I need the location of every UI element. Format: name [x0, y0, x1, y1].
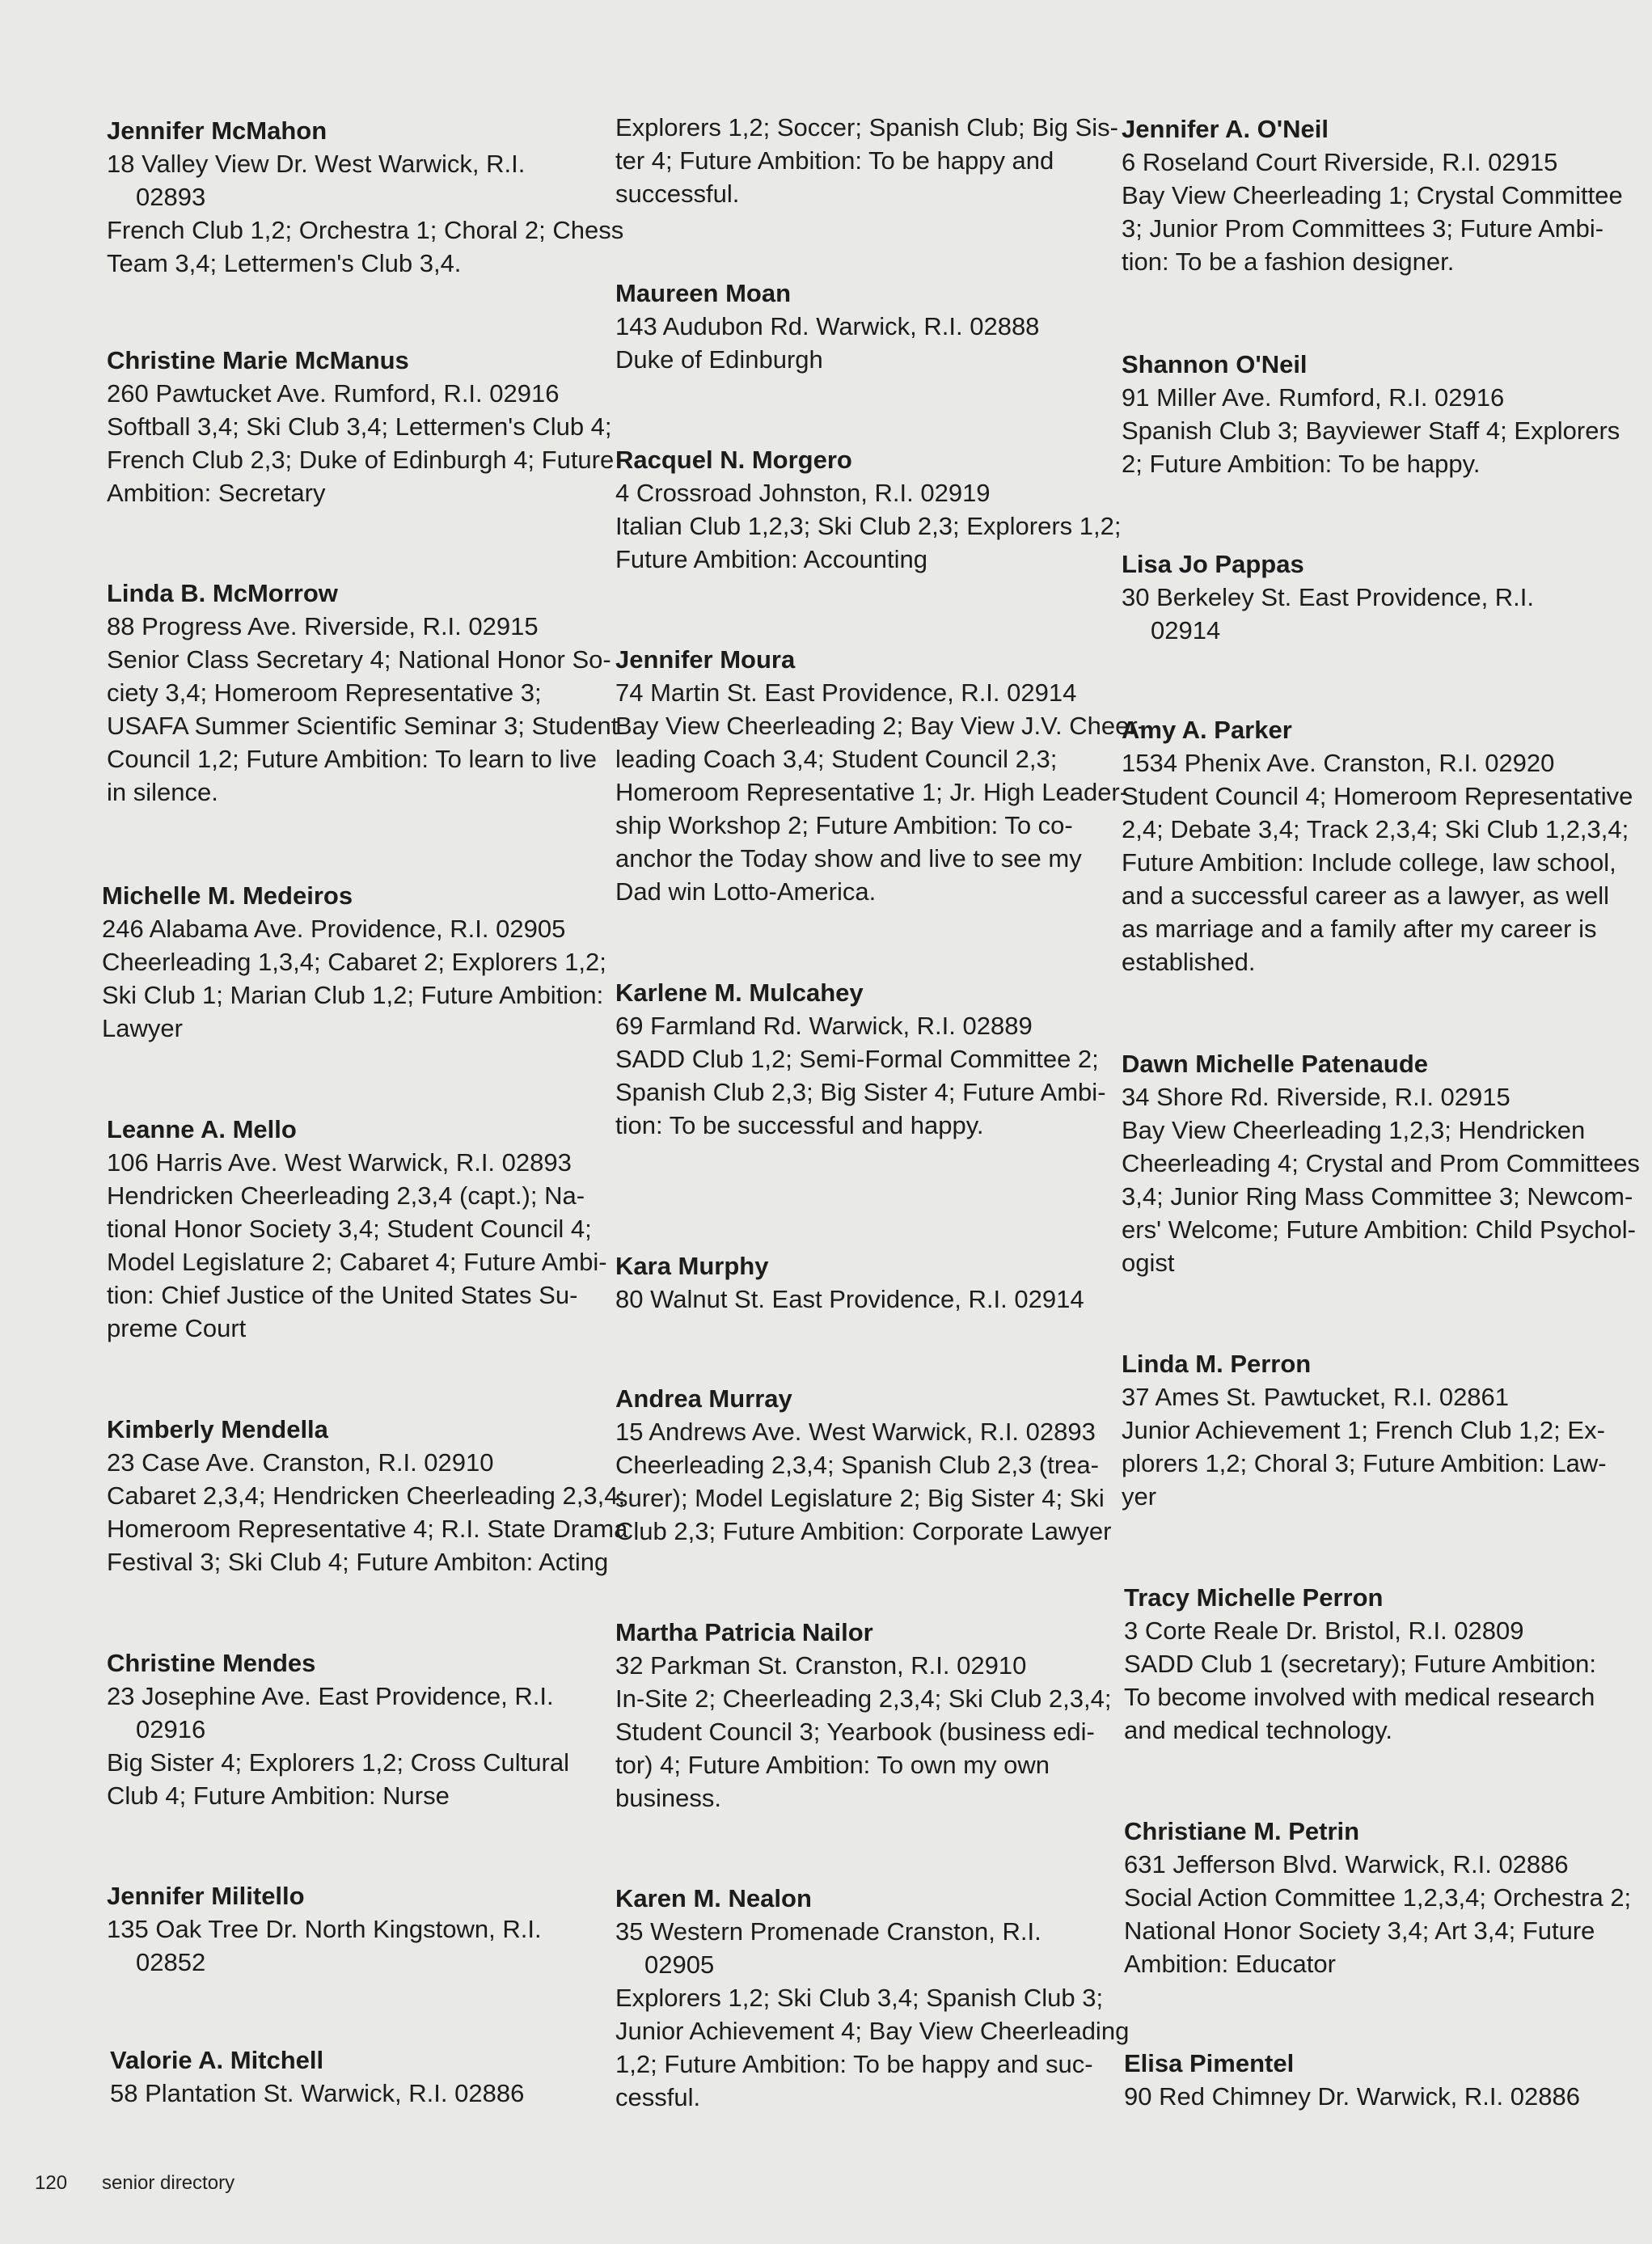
entry-line: Bay View Cheerleading 2; Bay View J.V. Cheer- [615, 712, 1146, 740]
entry-line: 1,2; Future Ambition: To be happy and suc- [615, 2050, 1093, 2078]
entry-name: Kara Murphy [615, 1252, 769, 1280]
entry-line: 88 Progress Ave. Riverside, R.I. 02915 [107, 612, 539, 640]
entry-line: tion: Chief Justice of the United States Su- [107, 1281, 578, 1309]
entry-line: Hendricken Cheerleading 2,3,4 (capt.); Na- [107, 1181, 585, 1210]
entry-line: In-Site 2; Cheerleading 2,3,4; Ski Club 2,3,4; [615, 1684, 1112, 1713]
entry-line: surer); Model Legislature 2; Big Sister 4; Ski [615, 1484, 1105, 1512]
entry-line: Softball 3,4; Ski Club 3,4; Lettermen's Club 4; [107, 412, 612, 441]
entry-line: 02914 [1151, 616, 1221, 644]
entry-name: Jennifer Militello [107, 1882, 305, 1910]
entry-line: 90 Red Chimney Dr. Warwick, R.I. 02886 [1124, 2082, 1580, 2111]
entry-moan [615, 277, 1092, 376]
entry-name: Lisa Jo Pappas [1122, 550, 1304, 578]
entry-line: Duke of Edinburgh [615, 345, 823, 374]
entry-line: Team 3,4; Lettermen's Club 3,4. [107, 249, 462, 277]
entry-line: as marriage and a family after my career is [1122, 915, 1597, 943]
entry-line: Cheerleading 4; Crystal and Prom Committees [1122, 1149, 1640, 1177]
entry-line: USAFA Summer Scientific Seminar 3; Student [107, 712, 619, 740]
entry-moura [615, 643, 1146, 908]
entry-name: Amy A. Parker [1122, 716, 1292, 744]
entry-line: 32 Parkman St. Cranston, R.I. 02910 [615, 1651, 1027, 1680]
entry-line: Explorers 1,2; Ski Club 3,4; Spanish Club 3; [615, 1984, 1104, 2012]
entry-line: 23 Case Ave. Cranston, R.I. 02910 [107, 1448, 494, 1477]
entry-line: Student Council 3; Yearbook (business edi- [615, 1718, 1095, 1746]
entry-line: ogist [1122, 1249, 1175, 1277]
entry-line: 135 Oak Tree Dr. North Kingstown, R.I. [107, 1915, 542, 1943]
entry-line: tion: To be successful and happy. [615, 1111, 984, 1139]
entry-line: Student Council 4; Homeroom Representative [1122, 782, 1633, 810]
entry-perron-tracy [1124, 1581, 1601, 1747]
entry-line: Spanish Club 2,3; Big Sister 4; Future Ambi- [615, 1078, 1106, 1106]
entry-militello [107, 1879, 584, 1979]
entry-line: Cabaret 2,3,4; Hendricken Cheerleading 2,3,4; [107, 1481, 626, 1510]
entry-mello [107, 1113, 607, 1345]
entry-name: Karlene M. Mulcahey [615, 978, 864, 1007]
entry-name: Michelle M. Medeiros [102, 881, 353, 910]
entry-name: Linda B. McMorrow [107, 579, 338, 607]
entry-line: Future Ambition: Include college, law school, [1122, 848, 1616, 877]
entry-line: Club 2,3; Future Ambition: Corporate Lawyer [615, 1517, 1112, 1545]
entry-name: Leanne A. Mello [107, 1115, 297, 1143]
entry-line: Junior Achievement 1; French Club 1,2; Ex- [1122, 1416, 1605, 1444]
entry-mcmorrow [107, 577, 619, 809]
entry-line: Social Action Committee 1,2,3,4; Orchestra 2; [1124, 1883, 1632, 1912]
entry-line: 143 Audubon Rd. Warwick, R.I. 02888 [615, 312, 1040, 340]
entry-line: SADD Club 1,2; Semi-Formal Committee 2; [615, 1045, 1099, 1073]
entry-line: 18 Valley View Dr. West Warwick, R.I. [107, 150, 526, 178]
entry-line: 35 Western Promenade Cranston, R.I. [615, 1917, 1041, 1946]
entry-name: Jennifer Moura [615, 645, 796, 674]
entry-name: Kimberly Mendella [107, 1415, 328, 1443]
entry-line: ciety 3,4; Homeroom Representative 3; [107, 678, 542, 707]
entry-line: Cheerleading 1,3,4; Cabaret 2; Explorers 1,2; [102, 948, 606, 976]
page-number: 120 [35, 2172, 68, 2194]
entry-line: 69 Farmland Rd. Warwick, R.I. 02889 [615, 1012, 1033, 1040]
entry-name: Jennifer A. O'Neil [1122, 115, 1329, 143]
entry-pimentel [1124, 2047, 1601, 2113]
entry-line: Future Ambition: Accounting [615, 545, 928, 573]
entry-line: and medical technology. [1124, 1716, 1393, 1744]
entry-name: Jennifer McMahon [107, 116, 327, 145]
entry-mendella [107, 1413, 628, 1578]
entry-name: Elisa Pimentel [1124, 2049, 1295, 2077]
entry-nailor [615, 1616, 1112, 1815]
entry-line: Homeroom Representative 1; Jr. High Leader- [615, 778, 1129, 806]
entry-name: Valorie A. Mitchell [110, 2046, 324, 2074]
entry-line: 4 Crossroad Johnston, R.I. 02919 [615, 479, 991, 507]
section-title: senior directory [102, 2172, 235, 2194]
entry-mulcahey [615, 976, 1106, 1142]
entry-mendes [107, 1646, 584, 1812]
entry-line: 58 Plantation St. Warwick, R.I. 02886 [110, 2079, 525, 2107]
entry-name: Karen M. Nealon [615, 1884, 812, 1912]
entry-line: Junior Achievement 4; Bay View Cheerleading [615, 2017, 1130, 2045]
entry-line: French Club 1,2; Orchestra 1; Choral 2; Chess [107, 216, 624, 244]
entry-line: 260 Pawtucket Ave. Rumford, R.I. 02916 [107, 379, 560, 408]
entry-parker [1122, 713, 1633, 978]
entry-line: Cheerleading 2,3,4; Spanish Club 2,3 (trea- [615, 1451, 1099, 1479]
entry-line: 02893 [136, 183, 206, 211]
entry-line: 631 Jefferson Blvd. Warwick, R.I. 02886 [1124, 1850, 1569, 1878]
entry-line: 2; Future Ambition: To be happy. [1122, 450, 1481, 478]
entry-line: preme Court [107, 1314, 247, 1342]
entry-line: 80 Walnut St. East Providence, R.I. 02914 [615, 1285, 1084, 1313]
entry-line: cessful. [615, 2083, 701, 2111]
entry-line: Senior Class Secretary 4; National Honor So- [107, 645, 611, 674]
entry-line: tion: To be a fashion designer. [1122, 247, 1455, 276]
entry-murray [615, 1382, 1112, 1548]
entry-oneil-shannon [1122, 348, 1620, 480]
entry-line: 3; Junior Prom Committees 3; Future Ambi- [1122, 214, 1604, 243]
entry-line: business. [615, 1784, 721, 1812]
entry-line: Ski Club 1; Marian Club 1,2; Future Ambition: [102, 981, 604, 1009]
entry-name: Shannon O'Neil [1122, 350, 1308, 378]
entry-line: Ambition: Secretary [107, 479, 326, 507]
entry-line: Council 1,2; Future Ambition: To learn to live [107, 745, 597, 773]
entry-line: 1534 Phenix Ave. Cranston, R.I. 02920 [1122, 749, 1555, 777]
entry-line: ter 4; Future Ambition: To be happy and [615, 146, 1054, 175]
entry-line: Lawyer [102, 1014, 183, 1042]
entry-line: Club 4; Future Ambition: Nurse [107, 1781, 450, 1810]
entry-line: 02905 [644, 1950, 715, 1979]
entry-line: 23 Josephine Ave. East Providence, R.I. [107, 1682, 554, 1710]
entry-line: successful. [615, 180, 740, 208]
entry-line: 37 Ames St. Pawtucket, R.I. 02861 [1122, 1383, 1510, 1411]
entry-line: Festival 3; Ski Club 4; Future Ambiton: Acting [107, 1548, 609, 1576]
entry-line: Dad win Lotto-America. [615, 877, 877, 906]
entry-murphy [615, 1249, 1092, 1316]
entry-line: Model Legislature 2; Cabaret 4; Future Ambi- [107, 1248, 607, 1276]
entry-line: ship Workshop 2; Future Ambition: To co- [615, 811, 1073, 839]
entry-line: 34 Shore Rd. Riverside, R.I. 02915 [1122, 1083, 1510, 1111]
entry-line: 6 Roseland Court Riverside, R.I. 02915 [1122, 148, 1558, 176]
entry-line: SADD Club 1 (secretary); Future Ambition: [1124, 1650, 1597, 1678]
entry-line: 30 Berkeley St. East Providence, R.I. [1122, 583, 1535, 611]
entry-line: in silence. [107, 778, 218, 806]
entry-line: To become involved with medical research [1124, 1683, 1595, 1711]
entry-morgero [615, 443, 1122, 576]
entry-line: 15 Andrews Ave. West Warwick, R.I. 02893 [615, 1418, 1096, 1446]
entry-line: 91 Miller Ave. Rumford, R.I. 02916 [1122, 383, 1505, 412]
entry-line: Big Sister 4; Explorers 1,2; Cross Cultural [107, 1748, 569, 1777]
entry-line: leading Coach 3,4; Student Council 2,3; [615, 745, 1058, 773]
entry-line: Italian Club 1,2,3; Ski Club 2,3; Explorers 1,2; [615, 512, 1122, 540]
entry-name: Dawn Michelle Patenaude [1122, 1050, 1428, 1078]
entry-patenaude [1122, 1047, 1640, 1279]
entry-line: 3,4; Junior Ring Mass Committee 3; Newcom- [1122, 1182, 1633, 1211]
entry-line: plorers 1,2; Choral 3; Future Ambition: Law- [1122, 1449, 1607, 1477]
entry-line: 02916 [136, 1715, 206, 1743]
entry-line: 02852 [136, 1948, 206, 1976]
entry-name: Linda M. Perron [1122, 1350, 1312, 1378]
entry-name: Andrea Murray [615, 1384, 792, 1413]
entry-line: National Honor Society 3,4; Art 3,4; Future [1124, 1916, 1595, 1945]
entry-line: Bay View Cheerleading 1; Crystal Committee [1122, 181, 1623, 209]
entry-mitchell [110, 2043, 587, 2110]
entry-name: Maureen Moan [615, 279, 792, 307]
entry-line: established. [1122, 948, 1256, 976]
entry-nealon [615, 1882, 1130, 2114]
entry-oneil-jennifer [1122, 112, 1623, 278]
entry-line: 2,4; Debate 3,4; Track 2,3,4; Ski Club 1,2,3,4; [1122, 815, 1629, 843]
entry-line: tor) 4; Future Ambition: To own my own [615, 1751, 1050, 1779]
entry-name: Christine Mendes [107, 1649, 316, 1677]
entry-mcmanus [107, 344, 615, 509]
entry-line: and a successful career as a lawyer, as well [1122, 881, 1610, 910]
entry-name: Tracy Michelle Perron [1124, 1583, 1384, 1612]
entry-line: 246 Alabama Ave. Providence, R.I. 02905 [102, 915, 566, 943]
entry-line: anchor the Today show and live to see my [615, 844, 1082, 873]
entry-name: Christiane M. Petrin [1124, 1817, 1360, 1845]
entry-line: 3 Corte Reale Dr. Bristol, R.I. 02809 [1124, 1616, 1524, 1645]
entry-line: Homeroom Representative 4; R.I. State Drama [107, 1515, 628, 1543]
entry-line: Spanish Club 3; Bayviewer Staff 4; Explorers [1122, 416, 1620, 445]
entry-continued [615, 111, 1118, 210]
entry-mcmahon [107, 114, 624, 280]
entry-line: 106 Harris Ave. West Warwick, R.I. 02893 [107, 1148, 572, 1177]
entry-line: ers' Welcome; Future Ambition: Child Psychol- [1122, 1215, 1636, 1244]
entry-perron-linda [1122, 1347, 1607, 1513]
entry-name: Christine Marie McManus [107, 346, 409, 374]
entry-pappas [1122, 547, 1599, 647]
entry-line: French Club 2,3; Duke of Edinburgh 4; Future [107, 446, 615, 474]
entry-medeiros [102, 879, 606, 1045]
entry-line: Ambition: Educator [1124, 1950, 1336, 1978]
entry-name: Martha Patricia Nailor [615, 1618, 873, 1646]
entry-name: Racquel N. Morgero [615, 446, 852, 474]
entry-line: 74 Martin St. East Providence, R.I. 02914 [615, 678, 1077, 707]
entry-line: tional Honor Society 3,4; Student Council 4; [107, 1215, 592, 1243]
entry-line: yer [1122, 1482, 1157, 1511]
entry-line: Bay View Cheerleading 1,2,3; Hendricken [1122, 1116, 1586, 1144]
entry-line: Explorers 1,2; Soccer; Spanish Club; Big Sis- [615, 113, 1118, 142]
entry-petrin [1124, 1815, 1632, 1980]
